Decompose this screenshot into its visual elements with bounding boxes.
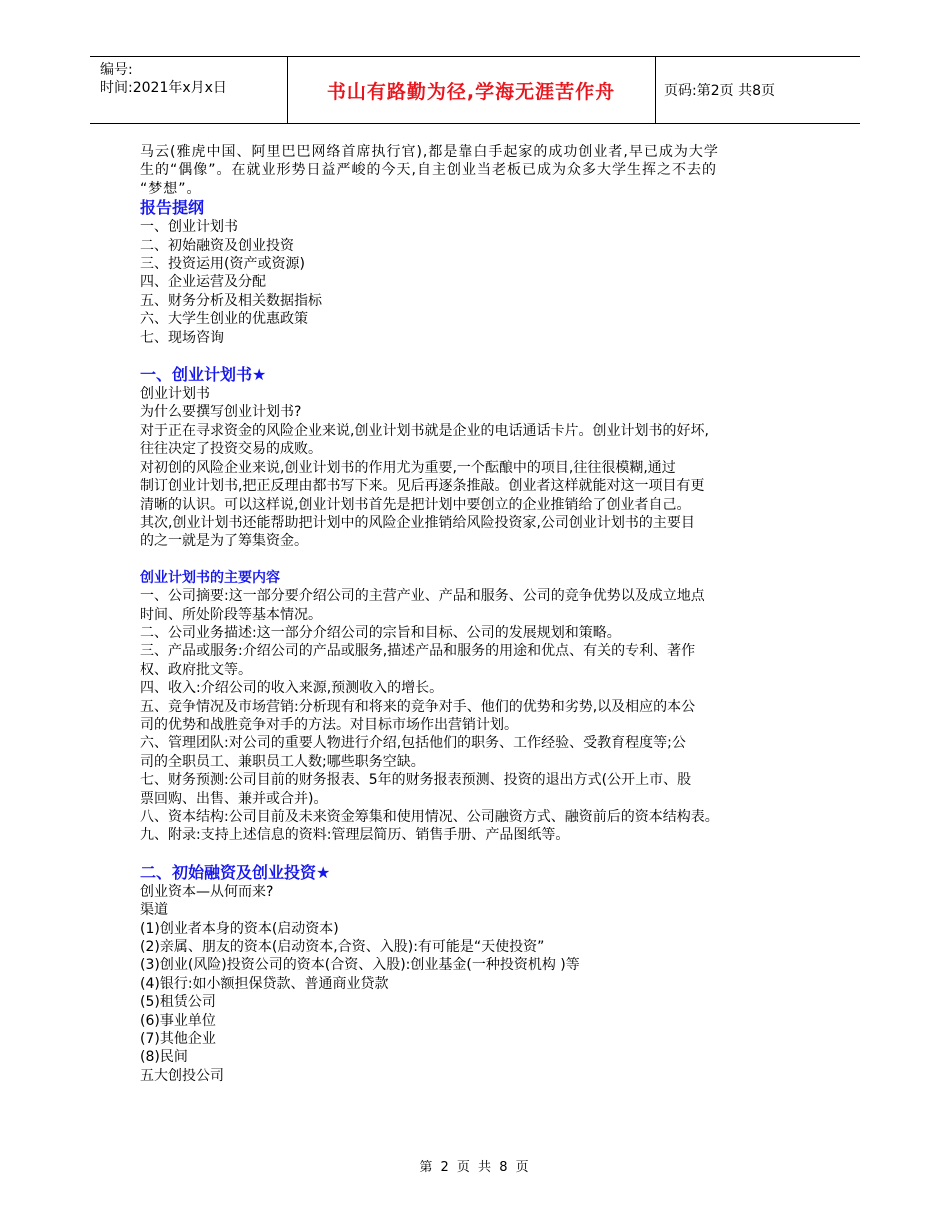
document-number-label: 编号: xyxy=(100,62,133,78)
plan-content-line: 四、收入:介绍公司的收入来源,预测收入的增长。 xyxy=(140,680,444,697)
funding-channel-item: (5)租赁公司 xyxy=(140,994,216,1011)
spacer xyxy=(140,347,828,365)
outline-item: 七、现场咨询 xyxy=(140,329,224,346)
funding-channel-item: (4)银行:如小额担保贷款、普通商业贷款 xyxy=(140,975,389,992)
outline-item: 五、财务分析及相关数据指标 xyxy=(140,292,322,309)
plan-content-line: 二、公司业务描述:这一部分介绍公司的宗旨和目标、公司的发展规划和策略。 xyxy=(140,624,621,641)
outline-item: 二、初始融资及创业投资 xyxy=(140,237,294,254)
section-1-line: 其次,创业计划书还能帮助把计划中的风险企业推销给风险投资家,公司创业计划书的主要目 xyxy=(140,514,695,531)
section-1-line: 对于正在寻求资金的风险企业来说,创业计划书就是企业的电话通话卡片。创业计划书的好坏, xyxy=(140,422,709,439)
section-1-line: 清晰的认识。可以这样说,创业计划书首先是把计划中要创立的企业推销给了创业者自己。 xyxy=(140,496,691,513)
section-2-line: 五大创投公司 xyxy=(140,1067,224,1084)
funding-channel-item: (6)事业单位 xyxy=(140,1012,216,1029)
plan-content-line: 六、管理团队:对公司的重要人物进行介绍,包括他们的职务、工作经验、受教育程度等;公 xyxy=(140,735,686,752)
document-body xyxy=(140,143,828,1085)
section-1-line: 往往决定了投资交易的成败。 xyxy=(140,441,322,458)
plan-content-line: 权、政府批文等。 xyxy=(140,661,252,678)
spacer xyxy=(140,551,828,569)
outline-item: 四、企业运营及分配 xyxy=(140,274,266,291)
motto-text: 书山有路勤为径,学海无涯苦作舟 xyxy=(326,80,616,103)
plan-content-line: 五、竞争情况及市场营销:分析现有和将来的竞争对手、他们的优势和劣势,以及相应的本公 xyxy=(140,698,696,715)
plan-contents-subheading: 创业计划书的主要内容 xyxy=(140,569,280,586)
section-1-heading: 一、创业计划书★ xyxy=(140,365,267,385)
outline-item: 六、大学生创业的优惠政策 xyxy=(140,311,308,328)
outline-heading: 报告提纲 xyxy=(140,198,205,218)
intro-line: 马云(雅虎中国、阿里巴巴网络首席执行官),都是靠白手起家的成功创业者,早已成为大学 xyxy=(140,144,719,160)
section-1-line: 对初创的风险企业来说,创业计划书的作用尤为重要,一个酝酿中的项目,往往很模糊,通过 xyxy=(140,459,676,476)
page-header xyxy=(90,56,860,124)
page-info: 页码:第2页 共8页 xyxy=(664,83,775,99)
plan-content-line: 票回购、出售、兼并或合并)。 xyxy=(140,790,328,807)
funding-channel-item: (8)民间 xyxy=(140,1049,188,1066)
header-page-cell xyxy=(656,57,860,123)
funding-channel-item: (1)创业者本身的资本(启动资本) xyxy=(140,920,339,937)
plan-content-line: 三、产品或服务:介绍公司的产品或服务,描述产品和服务的用途和优点、有关的专利、著作 xyxy=(140,643,696,660)
intro-line: “梦想”。 xyxy=(140,180,202,197)
section-1-line: 制订创业计划书,把正反理由都书写下来。见后再逐条推敲。创业者这样就能对这一项目有更 xyxy=(140,478,705,495)
plan-content-line: 一、公司摘要:这一部分要介绍公司的主营产业、产品和服务、公司的竞争优势以及成立地点 xyxy=(140,588,705,605)
funding-channel-item: (2)亲属、朋友的资本(启动资本,合资、入股):有可能是“天使投资” xyxy=(140,939,545,956)
header-motto-cell xyxy=(287,57,656,123)
section-2-heading: 二、初始融资及创业投资★ xyxy=(140,862,331,882)
plan-content-line: 时间、所处阶段等基本情况。 xyxy=(140,606,322,623)
outline-item: 一、创业计划书 xyxy=(140,219,238,236)
section-2-line: 渠道 xyxy=(140,902,168,919)
plan-content-line: 九、附录:支持上述信息的资料:管理层简历、销售手册、产品图纸等。 xyxy=(140,827,570,844)
section-1-line: 的之一就是为了筹集资金。 xyxy=(140,533,308,550)
spacer xyxy=(140,845,828,863)
outline-item: 三、投资运用(资产或资源) xyxy=(140,256,305,273)
plan-content-line: 八、资本结构:公司目前及未来资金筹集和使用情况、公司融资方式、融资前后的资本结构表。 xyxy=(140,809,719,825)
section-1-line: 创业计划书 xyxy=(140,386,210,403)
funding-channel-item: (7)其他企业 xyxy=(140,1031,216,1048)
plan-content-line: 七、财务预测:公司目前的财务报表、5年的财务报表预测、投资的退出方式(公开上市、股 xyxy=(140,772,692,789)
plan-content-line: 司的优势和战胜竞争对手的方法。对目标市场作出营销计划。 xyxy=(140,716,518,733)
page-footer: 第 2 页 共 8 页 xyxy=(419,1160,531,1175)
intro-line: 生的“偶像”。在就业形势日益严峻的今天,自主创业当老板已成为众多大学生挥之不去的 xyxy=(140,162,717,179)
section-1-line: 为什么要撰写创业计划书? xyxy=(140,404,302,421)
funding-channel-item: (3)创业(风险)投资公司的资本(合资、入股):创业基金(一种投资机构 )等 xyxy=(140,957,580,974)
document-time-label: 时间:2021年x月x日 xyxy=(100,80,227,96)
header-meta-cell xyxy=(90,57,288,123)
plan-content-line: 司的全职员工、兼职员工人数;哪些职务空缺。 xyxy=(140,753,425,770)
section-2-line: 创业资本—从何而来? xyxy=(140,883,274,900)
